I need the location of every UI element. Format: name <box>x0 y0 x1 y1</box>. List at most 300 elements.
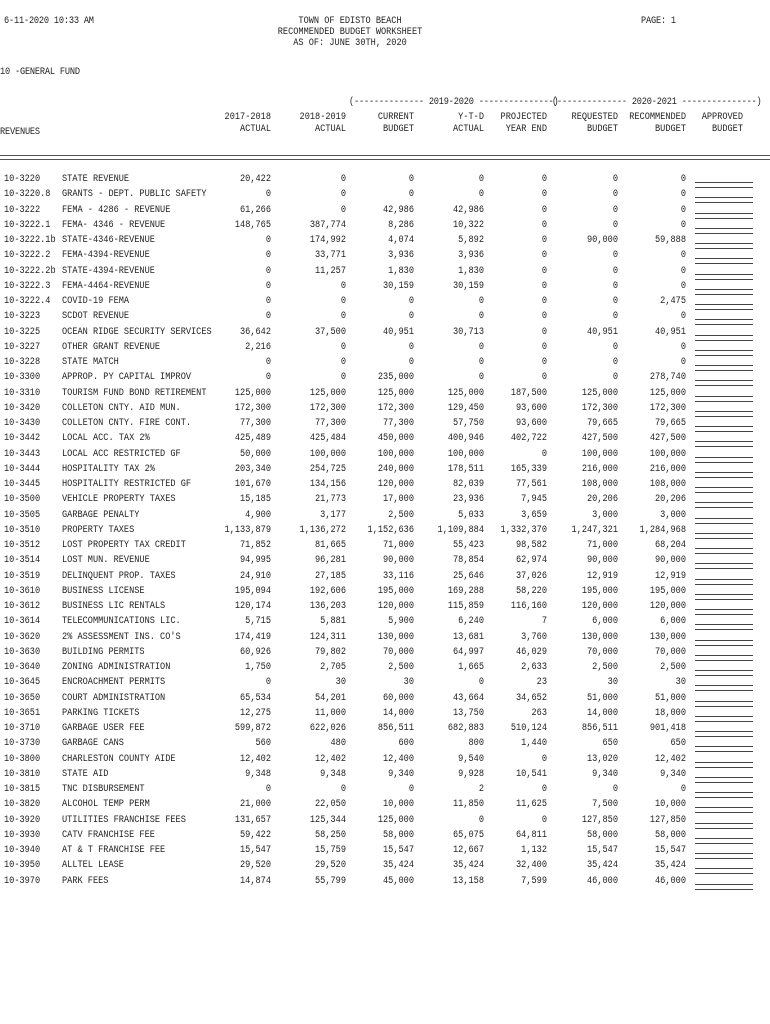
amount-cell: 0 <box>612 250 618 262</box>
amount-cell: 77,300 <box>383 418 414 429</box>
amount-cell: 2,500 <box>388 662 414 673</box>
table-row <box>0 584 770 599</box>
amount-cell: 1,750 <box>245 662 271 673</box>
amount-cell: 0 <box>541 311 547 323</box>
column-header-line1: APPROVED <box>701 112 743 123</box>
account-code: 10-3222 <box>4 204 41 216</box>
amount-cell: 30,159 <box>453 280 484 292</box>
amount-cell: 7,500 <box>592 799 618 811</box>
amount-cell: 35,424 <box>587 860 618 872</box>
account-code: 10-3970 <box>4 875 41 887</box>
amount-cell: 130,000 <box>581 631 618 643</box>
table-row <box>0 431 770 446</box>
table-row <box>0 721 770 736</box>
amount-cell: 37,500 <box>315 326 346 338</box>
amount-cell: 387,774 <box>309 219 346 231</box>
amount-cell: 560 <box>255 738 271 750</box>
table-row <box>0 782 770 797</box>
amount-cell: 1,136,272 <box>299 524 346 536</box>
amount-cell: 425,484 <box>309 433 346 445</box>
amount-cell: 650 <box>602 738 618 750</box>
account-code: 10-3420 <box>4 402 41 414</box>
column-header-line1: RECOMMENDED <box>629 112 686 123</box>
amount-cell: 124,311 <box>309 631 346 643</box>
account-description: LOCAL ACC. TAX 2% <box>62 433 150 445</box>
column-header-line1: 2018-2019 <box>299 112 346 123</box>
amount-cell: 11,000 <box>315 707 346 719</box>
amount-cell: 68,204 <box>655 540 686 551</box>
amount-cell: 0 <box>265 280 271 292</box>
amount-cell: 30 <box>675 677 686 689</box>
amount-cell: 0 <box>478 311 484 323</box>
amount-cell: 79,665 <box>587 418 618 429</box>
amount-cell: 77,300 <box>315 418 346 429</box>
amount-cell: 77,300 <box>240 418 271 429</box>
approved-budget-entry-line[interactable] <box>695 884 753 890</box>
amount-cell: 2,705 <box>320 662 346 673</box>
amount-cell: 427,500 <box>581 433 618 445</box>
amount-cell: 172,300 <box>377 402 414 414</box>
amount-cell: 0 <box>340 189 346 201</box>
account-code: 10-3310 <box>4 387 41 399</box>
amount-cell: 174,419 <box>234 631 271 643</box>
account-code: 10-3930 <box>4 829 41 841</box>
column-header-line2: YEAR END <box>505 124 547 135</box>
amount-cell: 101,670 <box>234 479 271 490</box>
amount-cell: 3,760 <box>521 631 547 643</box>
amount-cell: 0 <box>478 814 484 826</box>
table-row <box>0 294 770 309</box>
amount-cell: 100,000 <box>309 448 346 460</box>
account-description: FEMA- 4346 - REVENUE <box>62 219 166 231</box>
account-description: ZONING ADMINISTRATION <box>62 662 171 673</box>
amount-cell: 64,811 <box>516 829 547 841</box>
account-code: 10-3222.1 <box>4 219 51 231</box>
account-code: 10-3300 <box>4 372 41 384</box>
column-header-line2: ACTUAL <box>315 124 346 135</box>
amount-cell: 58,000 <box>383 829 414 841</box>
amount-cell: 0 <box>541 219 547 231</box>
table-row <box>0 492 770 507</box>
amount-cell: 0 <box>541 372 547 384</box>
amount-cell: 169,288 <box>447 585 484 597</box>
account-description: FEMA-4394-REVENUE <box>62 250 150 262</box>
amount-cell: 116,160 <box>510 601 547 612</box>
account-code: 10-3222.3 <box>4 280 51 292</box>
amount-cell: 9,340 <box>592 768 618 780</box>
amount-cell: 0 <box>612 219 618 231</box>
amount-cell: 254,725 <box>309 463 346 475</box>
amount-cell: 195,094 <box>234 585 271 597</box>
amount-cell: 82,039 <box>453 479 484 490</box>
amount-cell: 4,074 <box>388 235 414 246</box>
table-row <box>0 340 770 355</box>
column-header-line2: ACTUAL <box>240 124 271 135</box>
table-row <box>0 645 770 660</box>
account-description: COURT ADMINISTRATION <box>62 692 166 704</box>
amount-cell: 37,026 <box>516 570 547 582</box>
amount-cell: 120,000 <box>581 601 618 612</box>
amount-cell: 130,000 <box>377 631 414 643</box>
amount-cell: 0 <box>541 174 547 185</box>
amount-cell: 21,773 <box>315 494 346 506</box>
amount-cell: 0 <box>478 341 484 353</box>
amount-cell: 9,348 <box>320 768 346 780</box>
table-row <box>0 325 770 340</box>
amount-cell: 20,206 <box>655 494 686 506</box>
amount-cell: 58,000 <box>587 829 618 841</box>
amount-cell: 45,000 <box>383 875 414 887</box>
amount-cell: 682,883 <box>447 723 484 734</box>
table-row <box>0 462 770 477</box>
account-description: COLLETON CNTY. FIRE CONT. <box>62 418 192 429</box>
amount-cell: 71,000 <box>383 540 414 551</box>
amount-cell: 130,000 <box>649 631 686 643</box>
account-code: 10-3820 <box>4 799 41 811</box>
account-code: 10-3920 <box>4 814 41 826</box>
amount-cell: 1,109,884 <box>437 524 484 536</box>
amount-cell: 0 <box>478 357 484 368</box>
amount-cell: 195,000 <box>581 585 618 597</box>
amount-cell: 6,240 <box>458 616 484 628</box>
amount-cell: 3,936 <box>458 250 484 262</box>
amount-cell: 0 <box>340 372 346 384</box>
amount-cell: 22,050 <box>315 799 346 811</box>
amount-cell: 30,159 <box>383 280 414 292</box>
amount-cell: 125,000 <box>234 387 271 399</box>
amount-cell: 5,881 <box>320 616 346 628</box>
table-row <box>0 569 770 584</box>
amount-cell: 2,475 <box>660 296 686 307</box>
amount-cell: 0 <box>265 372 271 384</box>
amount-cell: 427,500 <box>649 433 686 445</box>
account-description: OTHER GRANT REVENUE <box>62 341 161 353</box>
account-description: SCDOT REVENUE <box>62 311 130 323</box>
table-row <box>0 538 770 553</box>
amount-cell: 195,000 <box>649 585 686 597</box>
account-description: STATE-4346-REVENUE <box>62 235 155 246</box>
amount-cell: 15,547 <box>587 845 618 856</box>
account-description: COVID-19 FEMA <box>62 296 130 307</box>
amount-cell: 174,992 <box>309 235 346 246</box>
amount-cell: 240,000 <box>377 463 414 475</box>
amount-cell: 125,000 <box>377 387 414 399</box>
amount-cell: 60,926 <box>240 646 271 658</box>
amount-cell: 0 <box>612 174 618 185</box>
amount-cell: 11,625 <box>516 799 547 811</box>
amount-cell: 5,715 <box>245 616 271 628</box>
amount-cell: 54,201 <box>315 692 346 704</box>
amount-cell: 81,665 <box>315 540 346 551</box>
amount-cell: 2 <box>478 784 484 795</box>
table-row <box>0 370 770 385</box>
amount-cell: 0 <box>680 204 686 216</box>
amount-cell: 90,000 <box>383 555 414 567</box>
account-description: STATE-4394-REVENUE <box>62 265 155 277</box>
account-code: 10-3220 <box>4 174 41 185</box>
account-code: 10-3225 <box>4 326 41 338</box>
account-description: CHARLESTON COUNTY AIDE <box>62 753 176 765</box>
account-description: TOURISM FUND BOND RETIREMENT <box>62 387 207 399</box>
amount-cell: 125,000 <box>447 387 484 399</box>
amount-cell: 9,348 <box>245 768 271 780</box>
amount-cell: 600 <box>398 738 414 750</box>
account-code: 10-3445 <box>4 479 41 490</box>
amount-cell: 43,664 <box>453 692 484 704</box>
amount-cell: 165,339 <box>510 463 547 475</box>
table-row <box>0 614 770 629</box>
amount-cell: 127,850 <box>649 814 686 826</box>
amount-cell: 79,802 <box>315 646 346 658</box>
amount-cell: 120,000 <box>377 479 414 490</box>
revenue-table <box>0 172 770 889</box>
amount-cell: 30 <box>607 677 618 689</box>
amount-cell: 120,000 <box>649 601 686 612</box>
amount-cell: 2,500 <box>388 509 414 521</box>
amount-cell: 0 <box>265 250 271 262</box>
account-code: 10-3612 <box>4 601 41 612</box>
amount-cell: 195,000 <box>377 585 414 597</box>
amount-cell: 0 <box>612 296 618 307</box>
column-header-line1: PROJECTED <box>500 112 547 123</box>
section-label-revenues: REVENUES <box>0 127 40 138</box>
amount-cell: 187,500 <box>510 387 547 399</box>
amount-cell: 3,177 <box>320 509 346 521</box>
table-row <box>0 767 770 782</box>
table-row <box>0 416 770 431</box>
amount-cell: 216,000 <box>581 463 618 475</box>
amount-cell: 24,910 <box>240 570 271 582</box>
amount-cell: 216,000 <box>649 463 686 475</box>
amount-cell: 5,033 <box>458 509 484 521</box>
amount-cell: 90,000 <box>655 555 686 567</box>
amount-cell: 131,657 <box>234 814 271 826</box>
account-code: 10-3650 <box>4 692 41 704</box>
as-of-date: AS OF: JUNE 30TH, 2020 <box>293 38 407 49</box>
table-row <box>0 172 770 187</box>
amount-cell: 14,000 <box>383 707 414 719</box>
column-header-line1: Y-T-D <box>458 112 484 123</box>
amount-cell: 65,075 <box>453 829 484 841</box>
table-row <box>0 187 770 202</box>
amount-cell: 58,250 <box>315 829 346 841</box>
account-description: BUSINESS LICENSE <box>62 585 145 597</box>
table-row <box>0 477 770 492</box>
account-description: HOSPITALITY TAX 2% <box>62 463 155 475</box>
amount-cell: 0 <box>478 372 484 384</box>
account-code: 10-3514 <box>4 555 41 567</box>
amount-cell: 20,422 <box>240 174 271 185</box>
amount-cell: 15,547 <box>383 845 414 856</box>
table-row <box>0 203 770 218</box>
amount-cell: 6,000 <box>592 616 618 628</box>
table-row <box>0 233 770 248</box>
group-header-2020-2021: (-------------- 2020-2021 ---------------) <box>552 97 762 108</box>
amount-cell: 7 <box>541 616 547 628</box>
amount-cell: 100,000 <box>581 448 618 460</box>
amount-cell: 622,026 <box>309 723 346 734</box>
amount-cell: 1,247,321 <box>571 524 618 536</box>
table-row <box>0 706 770 721</box>
amount-cell: 0 <box>265 189 271 201</box>
amount-cell: 0 <box>340 174 346 185</box>
amount-cell: 0 <box>612 357 618 368</box>
amount-cell: 0 <box>612 341 618 353</box>
amount-cell: 17,000 <box>383 494 414 506</box>
account-code: 10-3519 <box>4 570 41 582</box>
account-description: ALCOHOL TEMP PERM <box>62 799 150 811</box>
account-code: 10-3443 <box>4 448 41 460</box>
table-row <box>0 553 770 568</box>
amount-cell: 108,000 <box>649 479 686 490</box>
amount-cell: 1,284,968 <box>639 524 686 536</box>
amount-cell: 0 <box>680 250 686 262</box>
amount-cell: 0 <box>612 280 618 292</box>
amount-cell: 172,300 <box>309 402 346 414</box>
account-code: 10-3630 <box>4 646 41 658</box>
account-code: 10-3940 <box>4 845 41 856</box>
amount-cell: 125,000 <box>377 814 414 826</box>
amount-cell: 0 <box>541 357 547 368</box>
table-row <box>0 447 770 462</box>
table-row <box>0 218 770 233</box>
amount-cell: 8,286 <box>388 219 414 231</box>
column-header-line1: REQUESTED <box>571 112 618 123</box>
amount-cell: 42,986 <box>453 204 484 216</box>
account-code: 10-3710 <box>4 723 41 734</box>
account-code: 10-3512 <box>4 540 41 551</box>
amount-cell: 0 <box>680 265 686 277</box>
amount-cell: 125,344 <box>309 814 346 826</box>
account-code: 10-3651 <box>4 707 41 719</box>
amount-cell: 0 <box>680 174 686 185</box>
amount-cell: 0 <box>265 677 271 689</box>
column-header-line2: ACTUAL <box>453 124 484 135</box>
amount-cell: 15,759 <box>315 845 346 856</box>
amount-cell: 94,995 <box>240 555 271 567</box>
column-header-line2: BUDGET <box>655 124 686 135</box>
amount-cell: 172,300 <box>234 402 271 414</box>
amount-cell: 93,600 <box>516 402 547 414</box>
amount-cell: 0 <box>541 235 547 246</box>
amount-cell: 10,322 <box>453 219 484 231</box>
amount-cell: 96,281 <box>315 555 346 567</box>
report-title-block <box>0 16 700 49</box>
amount-cell: 9,540 <box>458 753 484 765</box>
account-code: 10-3950 <box>4 860 41 872</box>
amount-cell: 9,928 <box>458 768 484 780</box>
amount-cell: 0 <box>408 296 414 307</box>
amount-cell: 35,424 <box>383 860 414 872</box>
report-datetime: 6-11-2020 10:33 AM <box>4 16 94 27</box>
account-code: 10-3430 <box>4 418 41 429</box>
amount-cell: 71,000 <box>587 540 618 551</box>
amount-cell: 1,152,636 <box>367 524 414 536</box>
amount-cell: 800 <box>468 738 484 750</box>
amount-cell: 0 <box>265 296 271 307</box>
amount-cell: 402,722 <box>510 433 547 445</box>
amount-cell: 0 <box>612 311 618 323</box>
column-header-line2: BUDGET <box>383 124 414 135</box>
amount-cell: 58,000 <box>655 829 686 841</box>
amount-cell: 856,511 <box>581 723 618 734</box>
amount-cell: 40,951 <box>655 326 686 338</box>
amount-cell: 93,600 <box>516 418 547 429</box>
amount-cell: 7,945 <box>521 494 547 506</box>
amount-cell: 5,900 <box>388 616 414 628</box>
amount-cell: 192,606 <box>309 585 346 597</box>
amount-cell: 0 <box>541 814 547 826</box>
account-code: 10-3500 <box>4 494 41 506</box>
amount-cell: 0 <box>612 189 618 201</box>
account-description: STATE MATCH <box>62 357 119 368</box>
amount-cell: 125,000 <box>581 387 618 399</box>
amount-cell: 0 <box>478 189 484 201</box>
column-header-line2: BUDGET <box>587 124 618 135</box>
amount-cell: 13,020 <box>587 753 618 765</box>
amount-cell: 0 <box>340 280 346 292</box>
account-description: VEHICLE PROPERTY TAXES <box>62 494 176 506</box>
amount-cell: 0 <box>541 448 547 460</box>
amount-cell: 0 <box>265 784 271 795</box>
amount-cell: 278,740 <box>649 372 686 384</box>
account-code: 10-3222.2b <box>4 265 56 277</box>
amount-cell: 59,422 <box>240 829 271 841</box>
amount-cell: 0 <box>612 204 618 216</box>
amount-cell: 30 <box>335 677 346 689</box>
amount-cell: 6,000 <box>660 616 686 628</box>
fund-label: 10 -GENERAL FUND <box>0 67 80 78</box>
account-code: 10-3614 <box>4 616 41 628</box>
table-row <box>0 797 770 812</box>
amount-cell: 235,000 <box>377 372 414 384</box>
amount-cell: 64,997 <box>453 646 484 658</box>
table-row <box>0 508 770 523</box>
amount-cell: 55,423 <box>453 540 484 551</box>
amount-cell: 856,511 <box>377 723 414 734</box>
amount-cell: 30,713 <box>453 326 484 338</box>
amount-cell: 0 <box>408 189 414 201</box>
account-description: STATE AID <box>62 768 109 780</box>
amount-cell: 172,300 <box>649 402 686 414</box>
account-description: 2% ASSESSMENT INS. CO'S <box>62 631 181 643</box>
amount-cell: 0 <box>612 372 618 384</box>
table-row <box>0 736 770 751</box>
amount-cell: 11,850 <box>453 799 484 811</box>
table-row <box>0 813 770 828</box>
amount-cell: 12,275 <box>240 707 271 719</box>
amount-cell: 120,000 <box>377 601 414 612</box>
account-code: 10-3730 <box>4 738 41 750</box>
account-code: 10-3810 <box>4 768 41 780</box>
amount-cell: 0 <box>680 189 686 201</box>
table-row <box>0 874 770 889</box>
amount-cell: 0 <box>478 296 484 307</box>
amount-cell: 0 <box>612 265 618 277</box>
amount-cell: 0 <box>541 341 547 353</box>
amount-cell: 0 <box>265 265 271 277</box>
amount-cell: 14,874 <box>240 875 271 887</box>
amount-cell: 425,489 <box>234 433 271 445</box>
account-code: 10-3223 <box>4 311 41 323</box>
amount-cell: 29,520 <box>315 860 346 872</box>
account-code: 10-3228 <box>4 357 41 368</box>
amount-cell: 0 <box>408 311 414 323</box>
amount-cell: 2,633 <box>521 662 547 673</box>
table-row <box>0 691 770 706</box>
amount-cell: 0 <box>340 341 346 353</box>
amount-cell: 27,185 <box>315 570 346 582</box>
